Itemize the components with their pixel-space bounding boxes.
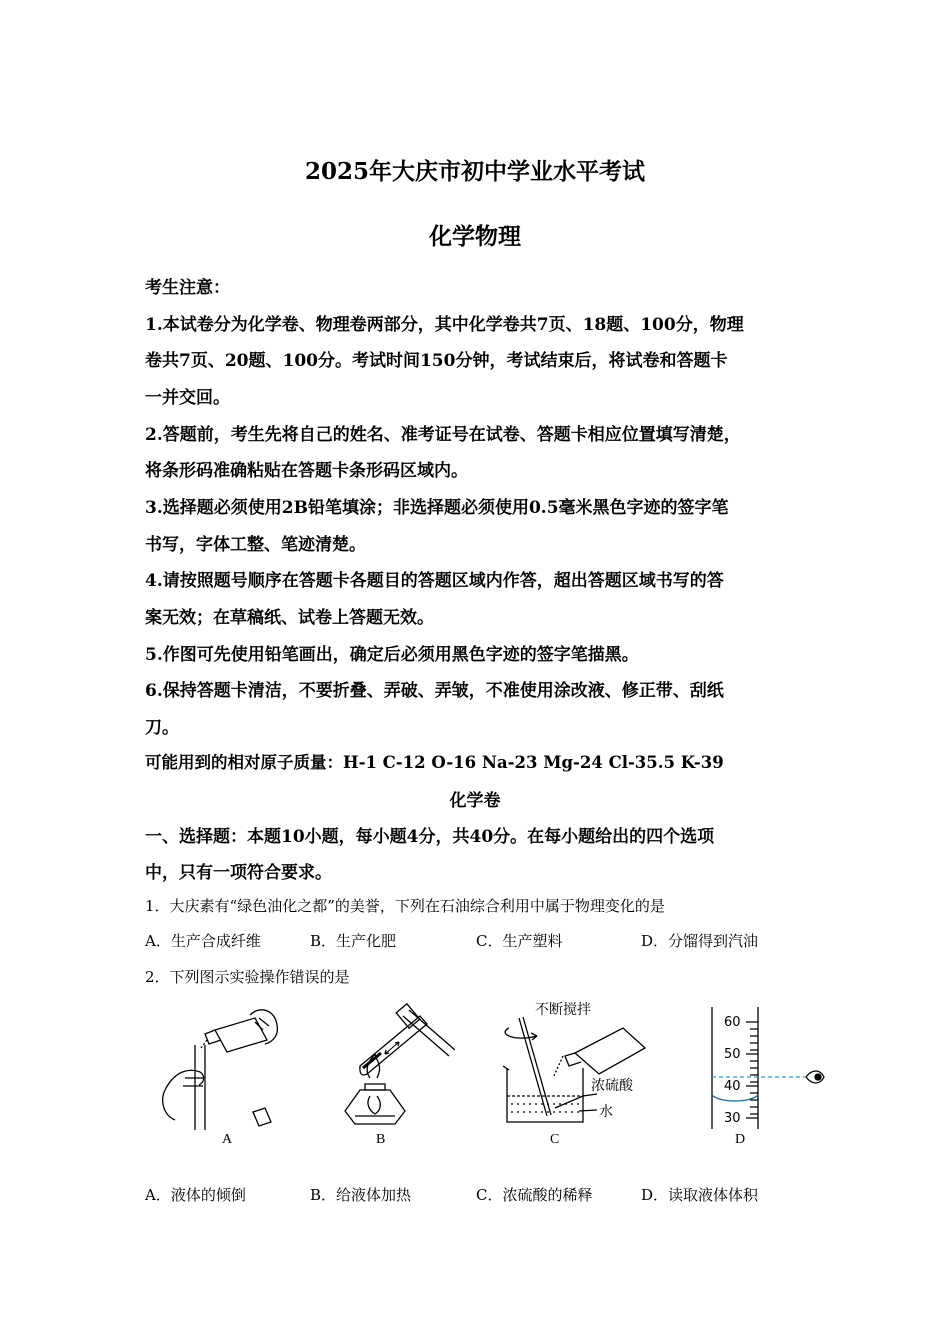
notice-line: 刀。 <box>145 718 179 738</box>
atomic-masses: 可能用到的相对原子质量：H-1 C-12 O-16 Na-23 Mg-24 Cl-35.5 K-39 <box>145 753 724 772</box>
notice-line: 3.选择题必须使用2B铅笔填涂；非选择题必须使用0.5毫米黑色字迹的签字笔 <box>145 498 729 518</box>
q1-option-d: D．分馏得到汽油 <box>641 932 759 950</box>
notice-line: 一并交回。 <box>145 388 230 408</box>
q2-option-d: D．读取液体体积 <box>641 1186 759 1204</box>
q1-option-a: A．生产合成纤维 <box>145 932 261 950</box>
figure-a-label: A <box>222 1132 233 1147</box>
notice-line: 案无效；在草稿纸、试卷上答题无效。 <box>145 608 434 628</box>
figure-c-stir-text: 不断搅拌 <box>535 1002 591 1018</box>
figure-d-cylinder <box>700 1005 830 1130</box>
figure-c-label: C <box>550 1132 560 1147</box>
figure-d-tick-50: 50 <box>724 1047 741 1062</box>
figure-a-pouring <box>155 1000 285 1130</box>
q2-option-b: B．给液体加热 <box>310 1186 412 1204</box>
notice-line: 书写，字体工整、笔迹清楚。 <box>145 535 366 555</box>
figure-d-tick-60: 60 <box>724 1015 741 1030</box>
figure-c-dilution <box>495 998 655 1130</box>
notice-line: 4.请按照题号顺序在答题卡各题目的答题区域内作答，超出答题区域书写的答 <box>145 571 724 591</box>
notice-line: 将条形码准确粘贴在答题卡条形码区域内。 <box>145 461 468 481</box>
figure-d-label: D <box>735 1132 746 1147</box>
figure-c-acid-text: 浓硫酸 <box>591 1078 633 1094</box>
figure-b-heating <box>325 996 455 1130</box>
notice-heading: 考生注意： <box>145 278 230 298</box>
notice-line: 5.作图可先使用铅笔画出，确定后必须用黑色字迹的签字笔描黑。 <box>145 645 639 665</box>
part-heading-cont: 中，只有一项符合要求。 <box>145 863 332 883</box>
notice-line: 卷共7页、20题、100分。考试时间150分钟，考试结束后，将试卷和答题卡 <box>145 351 728 371</box>
q2-option-c: C．浓硫酸的稀释 <box>476 1186 593 1204</box>
part-heading: 一、选择题：本题10小题，每小题4分，共40分。在每小题给出的四个选项 <box>145 827 715 847</box>
figure-c-water-text: 水 <box>599 1104 613 1120</box>
q2-option-a: A．液体的倾倒 <box>145 1186 246 1204</box>
question-2-stem: 2．下列图示实验操作错误的是 <box>145 968 350 986</box>
section-name: 化学卷 <box>449 791 501 811</box>
question-1-stem: 1．大庆素有“绿色油化之都”的美誉，下列在石油综合利用中属于物理变化的是 <box>145 897 665 915</box>
figure-d-tick-30: 30 <box>724 1111 741 1126</box>
exam-title: 2025年大庆市初中学业水平考试 <box>304 158 645 185</box>
exam-subtitle: 化学物理 <box>429 223 521 250</box>
notice-line: 2.答题前，考生先将自己的姓名、准考证号在试卷、答题卡相应位置填写清楚， <box>145 425 741 445</box>
notice-line: 1.本试卷分为化学卷、物理卷两部分，其中化学卷共7页、18题、100分，物理 <box>145 315 744 335</box>
notice-line: 6.保持答题卡清洁，不要折叠、弄破、弄皱，不准使用涂改液、修正带、刮纸 <box>145 681 724 701</box>
figure-d-tick-40: 40 <box>724 1079 741 1094</box>
figure-b-label: B <box>376 1132 386 1147</box>
q1-option-b: B．生产化肥 <box>310 932 397 950</box>
q1-option-c: C．生产塑料 <box>476 932 563 950</box>
